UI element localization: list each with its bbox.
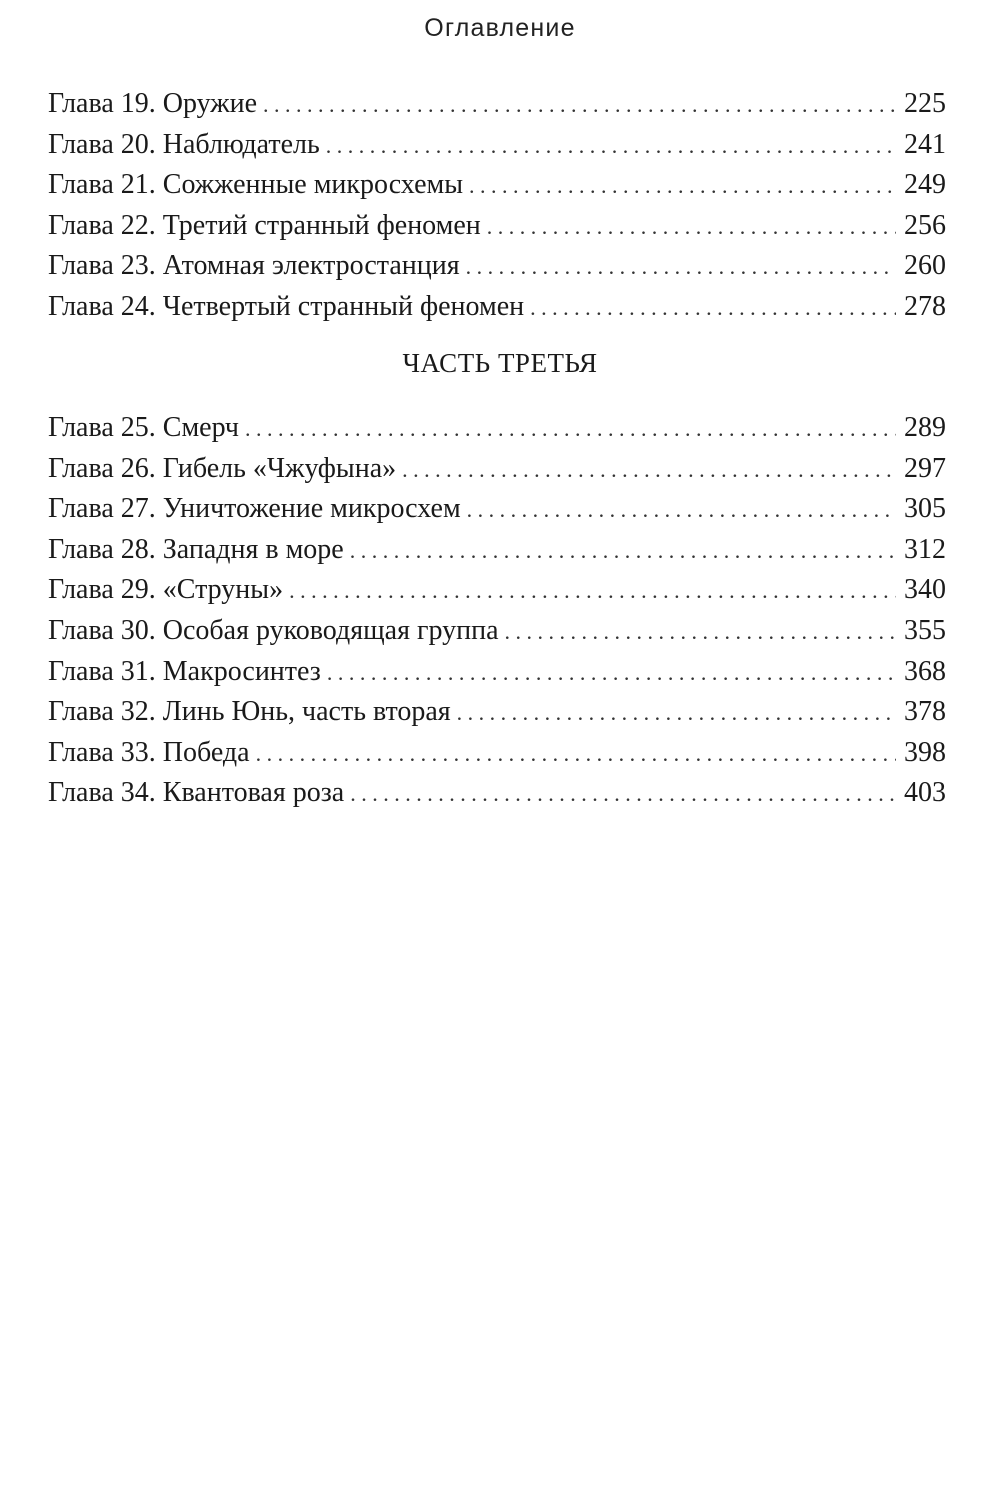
- toc-entry[interactable]: [48, 570, 946, 611]
- toc-entry-title: Глава 30. Особая руководящая группа: [48, 614, 499, 646]
- dot-leader: [327, 653, 896, 694]
- dot-leader: [457, 693, 896, 734]
- toc-entry-title: Глава 24. Четвертый странный феномен: [48, 290, 525, 322]
- dot-leader: [350, 531, 896, 572]
- toc-list-part-one: [48, 84, 946, 328]
- dot-leader: [402, 450, 896, 491]
- toc-entry-title: Глава 20. Наблюдатель: [48, 128, 320, 160]
- toc-entry-title: Глава 27. Уничтожение микросхем: [48, 493, 461, 525]
- dot-leader: [487, 207, 896, 248]
- toc-entry-title: Глава 26. Гибель «Чжуфына»: [48, 452, 397, 484]
- dot-leader: [530, 288, 896, 329]
- toc-entry-page: 355: [904, 614, 946, 646]
- toc-entry[interactable]: [48, 530, 946, 571]
- toc-entry-page: 340: [904, 574, 946, 606]
- toc-entry-page: 378: [904, 696, 946, 728]
- running-head: Оглавление: [424, 14, 576, 42]
- toc-entry-title: Глава 31. Макросинтез: [48, 655, 321, 687]
- toc-entry-page: 305: [904, 493, 946, 525]
- dot-leader: [350, 774, 896, 815]
- toc-entry-title: Глава 28. Западня в море: [48, 533, 344, 565]
- dot-leader: [505, 612, 896, 653]
- toc-entry[interactable]: [48, 692, 946, 733]
- toc-entry[interactable]: [48, 206, 946, 247]
- toc-entry-page: 368: [904, 655, 946, 687]
- dot-leader: [469, 166, 896, 207]
- dot-leader: [245, 409, 896, 450]
- toc-entry[interactable]: [48, 408, 946, 449]
- toc-entry[interactable]: [48, 773, 946, 814]
- toc-entry-page: 260: [904, 250, 946, 282]
- dot-leader: [263, 85, 896, 126]
- dot-leader: [466, 247, 896, 288]
- toc-entry-page: 398: [904, 736, 946, 768]
- toc-entry-title: Глава 29. «Струны»: [48, 574, 284, 606]
- toc-entry-title: Глава 25. Смерч: [48, 412, 239, 443]
- toc-entry[interactable]: [48, 611, 946, 652]
- dot-leader: [326, 126, 896, 167]
- toc-entry-page: 256: [904, 209, 946, 241]
- toc-entry-page: 312: [904, 533, 946, 565]
- toc-entry-page: 289: [904, 412, 946, 443]
- toc-entry[interactable]: [48, 246, 946, 287]
- toc-entry-page: 278: [904, 290, 946, 322]
- dot-leader: [467, 490, 896, 531]
- toc-entry[interactable]: [48, 165, 946, 206]
- toc-entry-title: Глава 22. Третий странный феномен: [48, 209, 481, 241]
- toc-entry-title: Глава 21. Сожженные микросхемы: [48, 169, 464, 201]
- toc-entry[interactable]: [48, 733, 946, 774]
- toc-entry-page: 249: [904, 169, 946, 201]
- toc-entry-title: Глава 34. Квантовая роза: [48, 777, 345, 809]
- dot-leader: [289, 571, 896, 612]
- toc-entry[interactable]: [48, 287, 946, 328]
- toc-entry[interactable]: [48, 652, 946, 693]
- toc-entry-title: Глава 23. Атомная электростанция: [48, 250, 460, 282]
- toc-entry-page: 225: [904, 88, 946, 119]
- toc-entry-title: Глава 19. Оружие: [48, 88, 258, 119]
- toc-entry[interactable]: [48, 125, 946, 166]
- toc-entry-page: 297: [904, 452, 946, 484]
- toc-entry[interactable]: [48, 489, 946, 530]
- toc-entry[interactable]: [48, 449, 946, 490]
- toc-entry-page: 403: [904, 777, 946, 809]
- toc-entry-page: 241: [904, 128, 946, 160]
- part-heading: ЧАСТЬ ТРЕТЬЯ: [402, 348, 598, 378]
- toc-entry-title: Глава 32. Линь Юнь, часть вторая: [48, 696, 451, 728]
- toc-list-part-three: [48, 408, 946, 814]
- toc-entry[interactable]: [48, 84, 946, 125]
- toc-entry-title: Глава 33. Победа: [48, 736, 250, 768]
- dot-leader: [256, 734, 896, 775]
